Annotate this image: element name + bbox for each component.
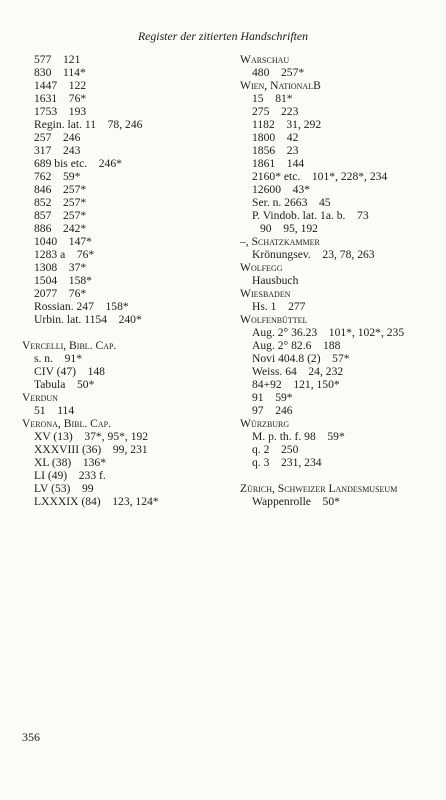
- index-entry: Krönungsev. 23, 78, 263: [252, 248, 375, 261]
- index-entry: Hausbuch: [252, 274, 299, 287]
- index-entry: LV (53) 99: [34, 482, 94, 495]
- page-number: 356: [22, 730, 40, 744]
- index-entry: XL (38) 136*: [34, 456, 107, 469]
- index-entry: Hs. 1 277: [252, 300, 306, 313]
- index-entry: 1631 76*: [34, 92, 87, 105]
- index-entry: 15 81*: [252, 92, 293, 105]
- index-entry: Regin. lat. 11 78, 246: [34, 118, 143, 131]
- index-column-left: [22, 53, 227, 508]
- index-entry: 2077 76*: [34, 287, 87, 300]
- index-entry: 1753 193: [34, 105, 87, 118]
- index-location-heading: Vercelli, Bibl. Cap.: [22, 339, 117, 352]
- index-entry: 1856 23: [252, 144, 299, 157]
- index-entry: 857 257*: [34, 209, 87, 222]
- index-location-heading: Wolfegg: [240, 261, 283, 274]
- index-entry: 762 59*: [34, 170, 81, 183]
- index-entry: P. Vindob. lat. 1a. b. 73: [252, 209, 369, 222]
- section-gap: [240, 469, 440, 482]
- index-location-heading: Wien, NationalB: [240, 79, 321, 92]
- index-entry: Weiss. 64 24, 232: [252, 365, 344, 378]
- index-location-heading: Verona, Bibl. Cap.: [22, 417, 111, 430]
- index-entry: Tabula 50*: [34, 378, 95, 391]
- index-entry: q. 2 250: [252, 443, 299, 456]
- index-entry: Novi 404.8 (2) 57*: [252, 352, 350, 365]
- index-entry: Wappenrolle 50*: [252, 495, 340, 508]
- index-entry: 577 121: [34, 53, 81, 66]
- index-entry: Aug. 2° 36.23 101*, 102*, 235: [252, 326, 405, 339]
- index-entry: Aug. 2° 82.6 188: [252, 339, 341, 352]
- index-entry: 257 246: [34, 131, 81, 144]
- index-entry: 1861 144: [252, 157, 305, 170]
- index-entry: 846 257*: [34, 183, 87, 196]
- index-entry: CIV (47) 148: [34, 365, 105, 378]
- index-entry: 480 257*: [252, 66, 305, 79]
- index-entry: 91 59*: [252, 391, 293, 404]
- index-column-right: [240, 53, 440, 508]
- index-entry: q. 3 231, 234: [252, 456, 322, 469]
- index-entry: XXXVIII (36) 99, 231: [34, 443, 148, 456]
- index-entry: 830 114*: [34, 66, 86, 79]
- index-entry: LXXXIX (84) 123, 124*: [34, 495, 159, 508]
- index-entry: s. n. 91*: [34, 352, 82, 365]
- index-entry: 51 114: [34, 404, 75, 417]
- index-location-heading: –, Schatzkammer: [240, 235, 320, 248]
- index-entry: 317 243: [34, 144, 81, 157]
- section-gap: [22, 326, 227, 339]
- index-entry: 1040 147*: [34, 235, 92, 248]
- index-location-heading: Wiesbaden: [240, 287, 291, 300]
- index-entry: 1283 a 76*: [34, 248, 95, 261]
- index-entry: 1504 158*: [34, 274, 92, 287]
- index-entry: 852 257*: [34, 196, 87, 209]
- index-entry: 1308 37*: [34, 261, 87, 274]
- index-entry: 1800 42: [252, 131, 299, 144]
- index-entry: Ser. n. 2663 45: [252, 196, 331, 209]
- index-entry: 689 bis etc. 246*: [34, 157, 122, 170]
- index-entry: 90 95, 192: [260, 222, 318, 235]
- index-location-heading: Warschau: [240, 53, 290, 66]
- index-location-heading: Würzburg: [240, 417, 290, 430]
- index-entry: Urbin. lat. 1154 240*: [34, 313, 142, 326]
- index-location-heading: Wolfenbüttel: [240, 313, 308, 326]
- index-entry: 886 242*: [34, 222, 87, 235]
- index-entry: 1182 31, 292: [252, 118, 322, 131]
- index-location-heading: Verdun: [22, 391, 58, 404]
- running-header: Register der zitierten Handschriften: [137, 29, 309, 43]
- index-entry: LI (49) 233 f.: [34, 469, 106, 482]
- index-entry: 2160* etc. 101*, 228*, 234: [252, 170, 388, 183]
- index-entry: 275 223: [252, 105, 299, 118]
- index-entry: 97 246: [252, 404, 293, 417]
- index-entry: XV (13) 37*, 95*, 192: [34, 430, 149, 443]
- index-entry: 1447 122: [34, 79, 87, 92]
- index-entry: 12600 43*: [252, 183, 310, 196]
- index-location-heading: Zürich, Schweizer Landesmuseum: [240, 482, 398, 495]
- index-entry: 84+92 121, 150*: [252, 378, 340, 391]
- index-entry: M. p. th. f. 98 59*: [252, 430, 345, 443]
- index-entry: Rossian. 247 158*: [34, 300, 129, 313]
